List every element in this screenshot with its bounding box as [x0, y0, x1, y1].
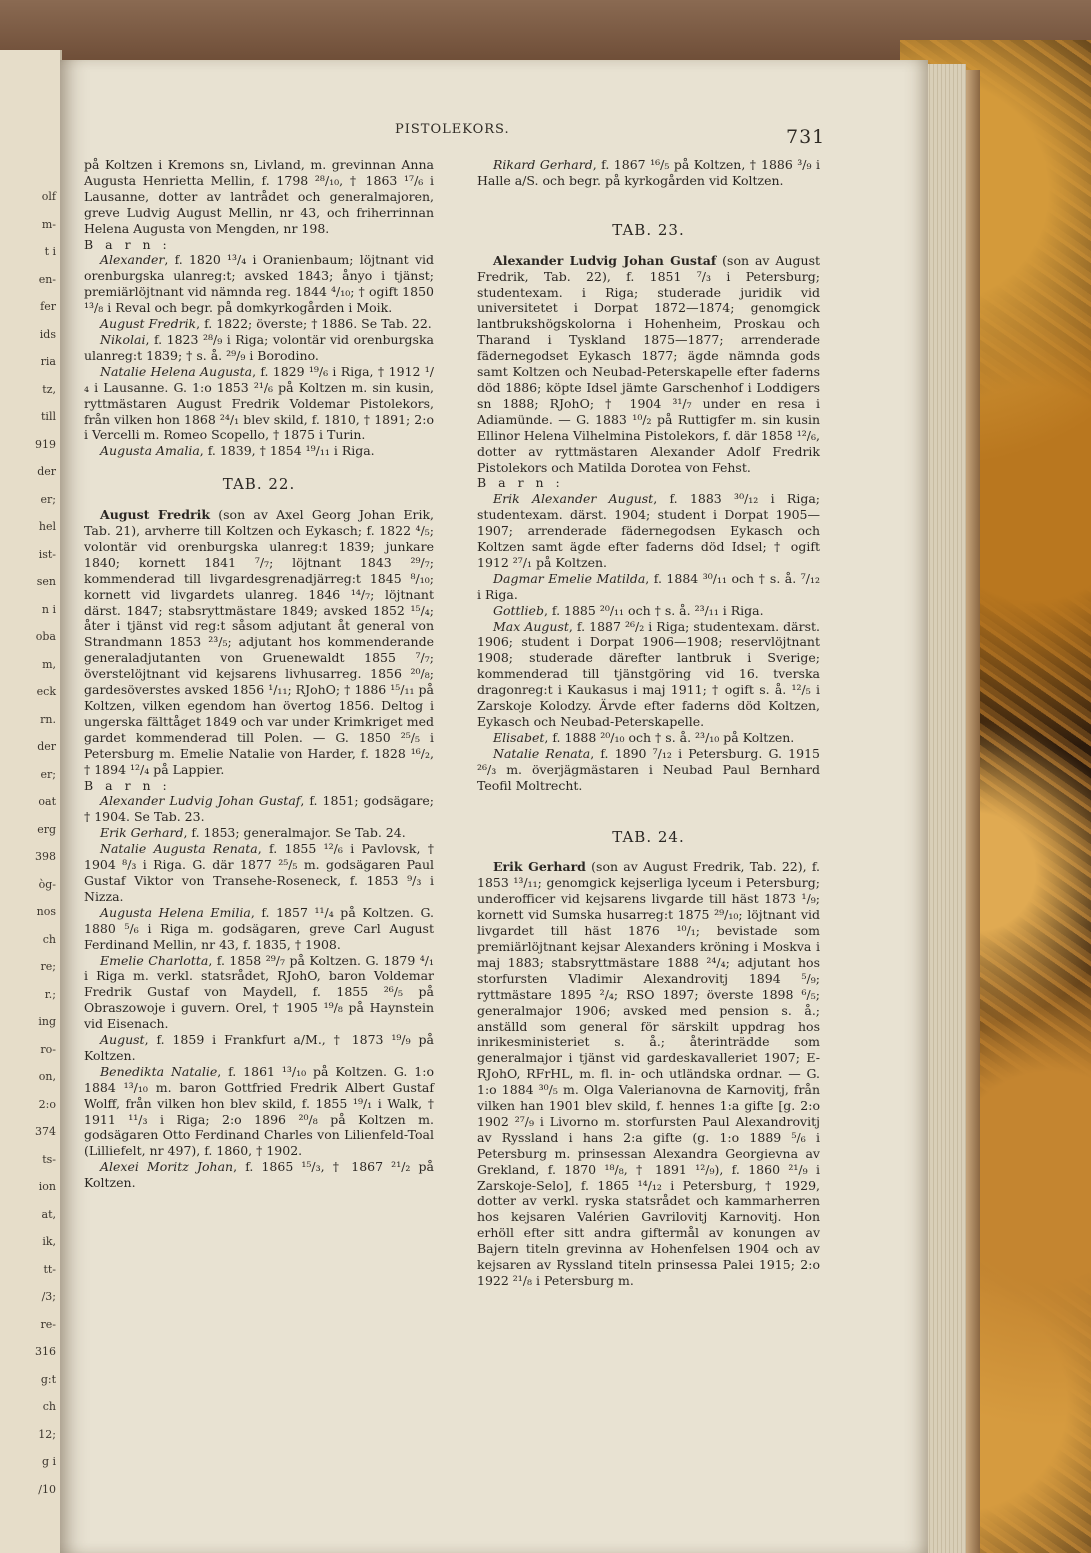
left-margin-fragment: m,: [42, 657, 56, 671]
left-margin-fragment: er;: [40, 767, 56, 781]
left-margin-fragment: 12;: [38, 1427, 56, 1441]
left-margin-fragment: g:t: [40, 1372, 56, 1386]
paragraph: Alexander, f. 1820 ¹³/₄ i Oranienbaum; löjtnant vid orenburgska ulanreg:t; avsked 1843; ånyo i tjänst; premiärlöjtnant vid nämnda reg. 1844 ⁴/₁₀; † ogift 1850 ¹³/₈ i Reval och begr. på domkyrkogården i Moik.: [84, 252, 434, 316]
left-margin-fragment: ch: [42, 932, 56, 946]
left-margin-fragment: on,: [38, 1070, 56, 1083]
children-heading: B a r n :: [477, 475, 564, 491]
paragraph: Gottlieb, f. 1885 ²⁰/₁₁ och † s. å. ²³/₁₁ i Riga.: [493, 602, 764, 618]
left-margin-fragment: rn.: [40, 712, 56, 726]
paragraph: Erik Gerhard, f. 1853; generalmajor. Se Tab. 24.: [100, 825, 406, 841]
left-margin-fragment: ids: [39, 327, 56, 341]
left-margin-fragment: ts-: [42, 1152, 56, 1166]
left-margin-fragment: re;: [40, 960, 56, 973]
paragraph: Natalie Renata, f. 1890 ⁷/₁₂ i Petersburg. G. 1915 ²⁶/₃ m. överjägmästaren i Neubad Paul Bernhard Teofil Moltrecht.: [477, 745, 820, 793]
left-margin-fragment: oba: [35, 630, 56, 643]
left-margin-fragment: tz,: [42, 382, 56, 396]
paragraph: Rikard Gerhard, f. 1867 ¹⁶/₅ på Koltzen, † 1886 ³/₉ i Halle a/S. och begr. på kyrkogården vid Koltzen.: [477, 157, 820, 188]
left-margin-fragment: n i: [41, 602, 56, 616]
left-margin-fragment: /3;: [41, 1290, 56, 1303]
running-header: PISTOLEKORS.: [395, 122, 510, 137]
left-margin-fragment: erg: [37, 822, 56, 836]
children-heading: B a r n :: [84, 777, 171, 793]
left-margin-fragment: /10: [38, 1482, 56, 1496]
paragraph: Augusta Helena Emilia, f. 1857 ¹¹/₄ på Koltzen. G. 1880 ⁵/₆ i Riga m. godsägaren, greve Carl August Ferdinand Mellin, nr 43, f. 1835, † 1908.: [84, 904, 434, 952]
left-margin-fragment: der: [37, 465, 56, 478]
left-margin-fragment: òg-: [38, 877, 56, 891]
paragraph: Erik Alexander August, f. 1883 ³⁰/₁₂ i Riga; studentexam. därst. 1904; student i Dorpat 1905—1907; arrenderade fädernegodsen Eykasch och Koltzen samt ägde efter faderns död Idsel; † ogift 1912 ²⁷/₁ på Koltzen.: [477, 491, 820, 570]
paragraph: Nikolai, f. 1823 ²⁸/₉ i Riga; volontär vid orenburgska ulanreg:t 1839; † s. å. ²⁹/₉ i Borodino.: [84, 331, 434, 363]
section-heading: TAB. 22.: [222, 475, 296, 494]
left-margin-fragment: en-: [38, 272, 56, 286]
left-margin-fragment: ik,: [42, 1235, 56, 1248]
paragraph: Erik Gerhard (son av August Fredrik, Tab. 22), f. 1853 ¹³/₁₁; genomgick kejserliga lyceum i Petersburg; underofficer vid kejsarens livgarde till häst 1873 ¹/₉; kornett vid Sumska husarreg:t 1875 ²⁹/₁₀; löjtnant vid livgardet till häst 1876 ¹⁰/₁; bevistade som premiärlöjtnant kejsar Alexanders kröning i Moskva i maj 1883; stabsryttmästare 1888 ²⁴/₄; adjutant hos storfursten Vladimir Alexandrovitj 1894 ⁵/₉; ryttmästare 1895 ²/₄; RSO 1897; överste 1898 ⁶/₅; generalmajor 1906; avsked med pension s. å.; anställd som general för särskilt uppdrag hos inrikesministeriet s. å.; återinträdde som generalmajor i tjänst vid gardeskavalleriet 1907; E-RJohO, RFrHL, m. fl. in- och utländska ordnar. — G. 1:o 1884 ³⁰/₅ m. Olga Valerianovna de Karnovitj, från vilken han 1901 blev skild, f. hennes 1:a gifte [g. 2:o 1902 ²⁷/₉ i Livorno m. storfursten Paul Alexandrovitj av Ryssland i hans 2:a gifte (g. 1:o 1889 ⁵/₆ i Petersburg m. prinsessan Alexandra Georgievna av Grekland, f. 1870 ¹⁸/₈, † 1891 ¹²/₉), f. 1860 ²¹/₉ i Zarskoje-Selo], f. 1865 ¹⁴/₁₂ i Petersburg, † 1929, dotter av verkl. ryska statsrådet och kammarherren hos kejsaren Valérien Gavrilovitj Karnovitj. Hon erhöll efter sitt andra giftermål av konungen av Bajern titeln grevinna av Hohenfelsen 1904 och av kejsaren av Ryssland titeln prinsessa Palei 1915; 2:o 1922 ²¹/₈ i Petersburg m.: [477, 859, 820, 1288]
paragraph: August, f. 1859 i Frankfurt a/M., † 1873 ¹⁹/₉ på Koltzen.: [84, 1032, 434, 1063]
paragraph: Benedikta Natalie, f. 1861 ¹³/₁₀ på Koltzen. G. 1:o 1884 ¹³/₁₀ m. baron Gottfried Fredrik Albert Gustaf Wolff, från vilken hon blev skild, f. 1855 ¹⁹/₁ i Walk, † 1911 ¹¹/₃ i Riga; 2:o 1896 ²⁰/₈ på Koltzen m. godsägaren Otto Ferdinand Charles von Lilienfeld-Toal (Lilliefelt, nr 497), f. 1860, † 1902.: [84, 1063, 434, 1159]
left-margin-fragment: 316: [35, 1345, 56, 1358]
left-margin-fragment: oat: [38, 795, 56, 808]
paragraph: Augusta Amalia, f. 1839, † 1854 ¹⁹/₁₁ i Riga.: [100, 443, 375, 459]
left-margin-fragment: fer: [40, 300, 56, 313]
paragraph: Natalie Augusta Renata, f. 1855 ¹²/₆ i Pavlovsk, † 1904 ⁸/₃ i Riga. G. där 1877 ²⁵/₅ m. godsägaren Paul Gustaf Viktor von Transehe-Roseneck, f. 1853 ⁹/₃ i Nizza.: [84, 841, 434, 904]
left-margin-fragment: der: [37, 740, 56, 753]
paragraph: på Koltzen i Kremons sn, Livland, m. grevinnan Anna Augusta Henrietta Mellin, f. 1798 ²⁸/₁₀, † 1863 ¹⁷/₆ i Lausanne, dotter av lantrådet och generalmajoren, greve Ludvig August Mellin, nr 43, och friherrinnan Helena Augusta von Mengden, nr 198.: [84, 157, 434, 236]
left-margin-fragment: r.;: [44, 987, 56, 1001]
left-margin-fragment: olf: [41, 190, 56, 203]
paragraph: Emelie Charlotta, f. 1858 ²⁹/₇ på Koltzen. G. 1879 ⁴/₁ i Riga m. verkl. statsrådet, RJohO, baron Voldemar Fredrik Gustaf von Maydell, f. 1855 ²⁶/₅ på Obraszowoje i guvern. Orel, † 1905 ¹⁹/₈ på Haynstein vid Eisenach.: [84, 952, 434, 1032]
left-margin-fragment: tt-: [43, 1262, 56, 1276]
left-margin-fragment: 398: [35, 850, 56, 863]
paragraph: Max August, f. 1887 ²⁶/₂ i Riga; studentexam. därst. 1906; student i Dorpat 1906—1908; reservlöjtnant 1908; studerade därefter lantbruk i Sverige; kommenderad till tjänstgöring vid 16. tverska dragonreg:t i Kaukasus i maj 1911; † ogift s. å. ¹²/₅ i Zarskoje Kolodzy. Ärvde efter faderns död Koltzen, Eykasch och Neubad-Peterskapelle.: [477, 618, 820, 729]
page-stack-edges: [922, 64, 966, 1553]
section-heading: TAB. 23.: [612, 220, 685, 239]
paragraph: August Fredrik (son av Axel Georg Johan Erik, Tab. 21), arvherre till Koltzen och Eykasch; f. 1822 ⁴/₅; volontär vid orenburgska ulanreg:t 1839; junkare 1840; kornett 1841 ⁷/₇; löjtnant 1843 ²⁹/₇; kommenderad till livgardesgrenadjärreg:t 1845 ⁸/₁₀; kornett vid livgardets ulanreg. 1846 ¹⁴/₇; löjtnant därst. 1847; stabsryttmästare 1849; avsked 1852 ¹⁵/₄; åter i tjänst vid reg:t såsom adjutant åt general von Strandmann 1853 ²³/₅; adjutant hos kommenderande generaladjutanten von Gruenewaldt 1855 ⁷/₇; överstelöjtnant vid kejsarens livhusarreg. 1856 ²⁰/₈; gardesöverstes avsked 1856 ¹/₁₁; RJohO; † 1886 ¹⁵/₁₁ på Koltzen, vilken egendom han övertog 1856. Deltog i ungerska fälttåget 1849 och var under Krimkriget med gardet kommenderad till Polen. — G. 1850 ²⁵/₅ i Petersburg m. Emelie Natalie von Harder, f. 1828 ¹⁶/₂, † 1894 ¹²/₄ på Lappier.: [84, 507, 434, 777]
section-heading: TAB. 24.: [612, 827, 685, 846]
left-margin-fragment: eck: [36, 685, 56, 698]
paragraph: Alexander Ludvig Johan Gustaf, f. 1851; godsägare; † 1904. Se Tab. 23.: [84, 793, 434, 825]
left-margin-fragment: till: [41, 410, 56, 423]
left-margin-fragment: 2:o: [38, 1097, 56, 1111]
left-margin-fragment: 374: [35, 1125, 56, 1138]
left-margin-fragment: re-: [40, 1317, 56, 1331]
left-margin-fragment: nos: [36, 905, 56, 918]
left-margin-fragment: ion: [38, 1180, 56, 1193]
left-margin-fragment: ria: [40, 355, 56, 368]
left-column: [84, 157, 434, 1191]
left-margin-fragment: sen: [36, 575, 56, 588]
left-margin-fragment: at,: [41, 1207, 56, 1221]
left-margin-fragment: t i: [44, 245, 56, 258]
paragraph: Dagmar Emelie Matilda, f. 1884 ³⁰/₁₁ och † s. å. ⁷/₁₂ i Riga.: [477, 570, 820, 602]
paragraph: August Fredrik, f. 1822; överste; † 1886. Se Tab. 22.: [100, 316, 432, 332]
left-page-fragment: [0, 50, 62, 1553]
right-column: [477, 157, 820, 1289]
left-margin-fragment: ing: [38, 1015, 56, 1028]
paragraph: Elisabet, f. 1888 ²⁰/₁₀ och † s. å. ²³/₁₀ på Koltzen.: [493, 729, 795, 745]
left-margin-fragment: ist-: [38, 547, 56, 561]
children-heading: B a r n :: [84, 236, 171, 252]
left-margin-fragment: ch: [42, 1400, 56, 1413]
paragraph: Alexander Ludvig Johan Gustaf (son av August Fredrik, Tab. 22), f. 1851 ⁷/₃ i Petersburg; studentexam. i Riga; studerade juridik vid universitetet i Dorpat 1872—1874; genomgick lantbrukshögskolorna i Hohenheim, Proskau och Tharand i Tyskland 1875—1877; arrenderade fädernegodset Eykasch 1877; ägde nämnda gods samt Koltzen och Neubad-Peterskapelle efter faderns död 1886; köpte Idsel jämte Garschenhof i Loddigers sn 1888; RJohO; † 1904 ³¹/₇ under en resa i Adiamünde. — G. 1883 ¹⁰/₂ på Ruttigfer m. sin kusin Ellinor Helena Vilhelmina Pistolekors, f. där 1858 ¹²/₆, dotter av ryttmästaren Alexander Adolf Fredrik Pistolekors och Matilda Dorotea von Fehst.: [477, 252, 821, 475]
left-margin-fragment: ro-: [40, 1042, 56, 1056]
left-margin-fragment: m-: [41, 217, 56, 231]
paragraph: Natalie Helena Augusta, f. 1829 ¹⁹/₆ i Riga, † 1912 ¹/₄ i Lausanne. G. 1:o 1853 ²¹/₆ på Koltzen m. sin kusin, ryttmästaren August Fredrik Voldemar Pistolekors, från vilken hon 1868 ²⁴/₁ blev skild, f. 1810, † 1891; 2:o i Vercelli m. Romeo Scopello, † 1875 i Turin.: [84, 363, 434, 443]
paragraph: Alexei Moritz Johan, f. 1865 ¹⁵/₃, † 1867 ²¹/₂ på Koltzen.: [84, 1159, 435, 1191]
page-number: 731: [786, 126, 826, 148]
left-margin-fragment: er;: [40, 492, 56, 506]
left-margin-fragment: hel: [38, 520, 56, 533]
left-margin-fragment: 919: [35, 437, 56, 451]
left-margin-fragment: g i: [41, 1455, 56, 1468]
